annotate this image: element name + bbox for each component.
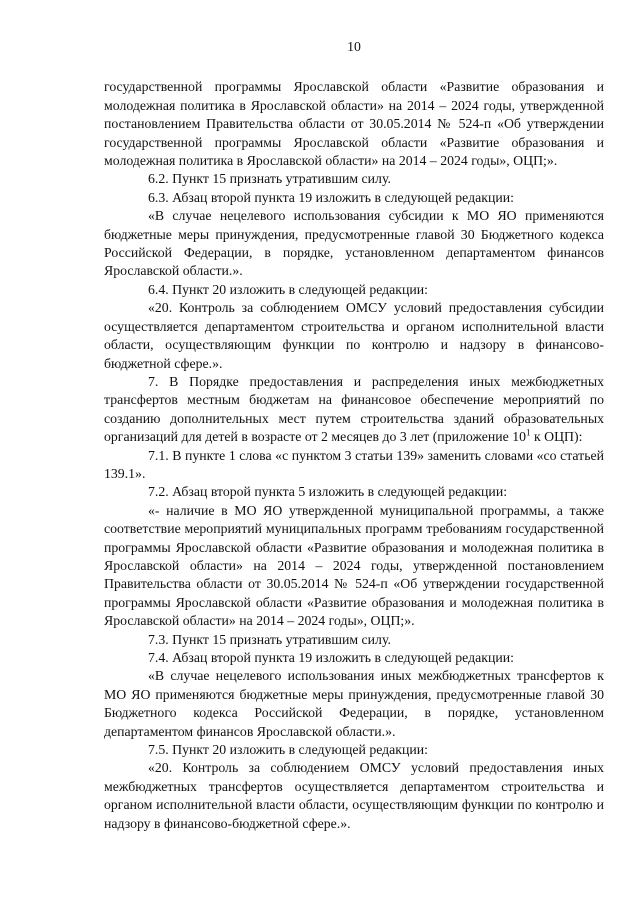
paragraph-6-4-text: «20. Контроль за соблюдением ОМСУ условий предоставления субсидии осуществляется департаментом строительства и органом исполнительной власти области, осуществляющим функции по контролю и надзору в финансово-бюджетной сфере.». <box>104 300 604 371</box>
paragraph-6-4: 6.4. Пункт 20 изложить в следующей редакции: <box>148 281 428 297</box>
appendix-superscript: 1 <box>526 427 531 438</box>
paragraph-7-1: 7.1. В пункте 1 слова «с пунктом 3 статьи 139» заменить словами «со статьей 139.1». <box>104 447 604 481</box>
paragraph-6-3: 6.3. Абзац второй пункта 19 изложить в следующей редакции: <box>148 189 514 205</box>
paragraph-7 <box>104 373 604 447</box>
paragraph-7-2: 7.2. Абзац второй пункта 5 изложить в следующей редакции: <box>148 484 508 500</box>
paragraph-continuation: государственной программы Ярославской области «Развитие образования и молодежная политика в Ярославской области» на 2014 – 2024 годы, утвержденной постановлением Правительства области от 30.05.2014 № 524-п «Об утверждении государственной программы Ярославской области «Развитие образования и молодежная политика в Ярославской области» на 2014 – 2024 годы», ОЦП;». <box>104 79 604 169</box>
paragraph-7-4: 7.4. Абзац второй пункта 19 изложить в следующей редакции: <box>148 650 514 665</box>
page-number: 10 <box>347 39 361 54</box>
paragraph-7-5-text: «20. Контроль за соблюдением ОМСУ условий предоставления иных межбюджетных трансфертов осуществляется департаментом строительства и органом исполнительной власти области, осуществляющим функции по контролю и надзору в финансово-бюджетной сфере.». <box>104 760 604 831</box>
paragraph-7-4-text: «В случае нецелевого использования иных межбюджетных трансфертов к МО ЯО применяются бюджетные меры принуждения, предусмотренные главой 30 Бюджетного кодекса Российской Федерации, в порядке, установленном департаментом финансов Ярославской области.». <box>104 668 604 739</box>
paragraph-7-5: 7.5. Пункт 20 изложить в следующей редакции: <box>148 742 428 758</box>
paragraph-7-2-text: «- наличие в МО ЯО утвержденной муниципальной программы, а также соответствие мероприятий муниципальных программ требованиям государственной программы Ярославской области «Развитие образования и молодежная политика в Ярославской области» на 2014 – 2024 годы, утвержденной постановлением Правительства области от 30.05.2014 № 524-п «Об утверждении государственной программы Ярославской области «Развитие образования и молодежная политика в Ярославской области» на 2014 – 2024 годы», ОЦП;». <box>104 502 604 629</box>
paragraph-7-text: 7. В Порядке предоставления и распределения иных межбюджетных трансфертов местным бюджетам на финансовое обеспечение мероприятий по созданию дополнительных мест путем строительства зданий образовательных организаций для детей в возрасте от 2 месяцев до 3 лет (приложение 10 <box>104 373 604 445</box>
document-page <box>104 38 604 833</box>
paragraph-6-3-text: «В случае нецелевого использования субсидии к МО ЯО применяются бюджетные меры принуждения, предусмотренные главой 30 Бюджетного кодекса Российской Федерации, в порядке, установленном департаментом финансов Ярославской области.». <box>104 208 604 279</box>
paragraph-7-3: 7.3. Пункт 15 признать утратившим силу. <box>148 631 391 647</box>
paragraph-7-tail: к ОЦП): <box>530 429 583 445</box>
paragraph-6-2: 6.2. Пункт 15 признать утратившим силу. <box>148 171 391 187</box>
